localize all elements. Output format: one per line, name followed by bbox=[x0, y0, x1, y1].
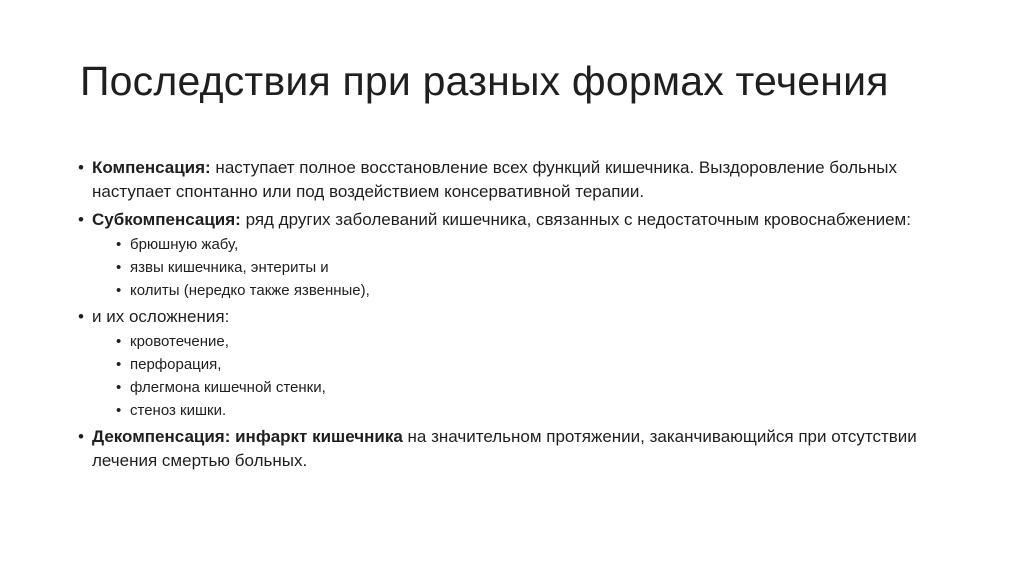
sub-list bbox=[92, 331, 960, 421]
item-term: Субкомпенсация: bbox=[92, 210, 241, 229]
item-text: на значительном протяжении, заканчивающийся при отсутствии лечения смертью больных. bbox=[92, 427, 917, 470]
sub-list-item bbox=[92, 234, 960, 255]
list-item-subcompensation bbox=[80, 208, 960, 301]
item-term: Компенсация: bbox=[92, 158, 211, 177]
sub-list-item bbox=[92, 400, 960, 421]
sub-item-text: колиты (нередко также язвенные), bbox=[130, 282, 370, 299]
sub-bullet-icon: • bbox=[116, 333, 122, 350]
bullet-icon: • bbox=[78, 210, 84, 229]
bullet-list bbox=[80, 156, 960, 473]
sub-bullet-icon: • bbox=[116, 402, 122, 419]
bullet-icon: • bbox=[78, 158, 84, 177]
sub-item-text: флегмона кишечной стенки, bbox=[130, 379, 326, 396]
item-text: и их осложнения: bbox=[92, 307, 230, 326]
sub-item-text: стеноз кишки. bbox=[130, 402, 227, 419]
bullet-icon: • bbox=[78, 427, 84, 446]
sub-list-item bbox=[92, 354, 960, 375]
item-text: ряд других заболеваний кишечника, связанных с недостаточным кровоснабжением: bbox=[240, 210, 911, 229]
list-item-complications bbox=[80, 305, 960, 421]
list-item-decompensation bbox=[80, 425, 960, 473]
sub-bullet-icon: • bbox=[116, 236, 122, 253]
item-term: Декомпенсация: инфаркт кишечника bbox=[92, 427, 403, 446]
sub-bullet-icon: • bbox=[116, 259, 122, 276]
sub-bullet-icon: • bbox=[116, 356, 122, 373]
sub-list-item bbox=[92, 257, 960, 278]
slide-content bbox=[80, 156, 960, 477]
sub-list bbox=[92, 234, 960, 301]
sub-list-item bbox=[92, 280, 960, 301]
sub-item-text: перфорация, bbox=[130, 356, 222, 373]
list-item-compensation bbox=[80, 156, 960, 204]
sub-list-item bbox=[92, 377, 960, 398]
sub-bullet-icon: • bbox=[116, 379, 122, 396]
sub-item-text: кровотечение, bbox=[130, 333, 229, 350]
slide-title: Последствия при разных формах течения bbox=[80, 58, 889, 104]
sub-item-text: брюшную жабу, bbox=[130, 236, 239, 253]
bullet-icon: • bbox=[78, 307, 84, 326]
sub-item-text: язвы кишечника, энтериты и bbox=[130, 259, 329, 276]
sub-bullet-icon: • bbox=[116, 282, 122, 299]
item-text: наступает полное восстановление всех функций кишечника. Выздоровление больных наступает спонтанно или под воздействием консервативной терапии. bbox=[92, 158, 897, 201]
sub-list-item bbox=[92, 331, 960, 352]
